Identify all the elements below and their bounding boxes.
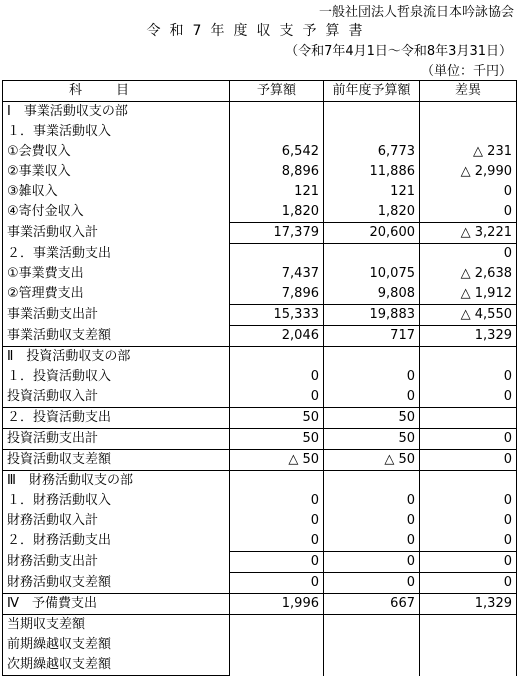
prev-budget-value: 0 <box>324 387 420 408</box>
difference-value: △ 2,990 <box>420 162 517 182</box>
budget-value: 0 <box>230 387 324 408</box>
row-label: 次期繰越収支差額 <box>3 655 230 676</box>
subtotal-row <box>3 387 517 408</box>
table-row <box>3 202 517 223</box>
budget-value: 0 <box>230 531 324 552</box>
difference-value: △ 1,912 <box>420 284 517 305</box>
budget-value: 17,379 <box>230 223 324 244</box>
prev-budget-value: 0 <box>324 552 420 573</box>
fiscal-period: （令和7年4月1日～令和8年3月31日） <box>285 44 512 59</box>
row-label: ④寄付金収入 <box>3 202 230 223</box>
row-label: １．投資活動収入 <box>3 367 230 387</box>
difference-value: 0 <box>420 387 517 408</box>
difference-value: △ 2,638 <box>420 264 517 284</box>
difference-value <box>420 635 517 655</box>
row-label: Ⅲ 財務活動収支の部 <box>3 471 230 492</box>
section-heading-operating <box>3 102 517 123</box>
difference-value: 0 <box>420 429 517 450</box>
prev-budget-value: 717 <box>324 326 420 347</box>
row-label: Ⅱ 投資活動収支の部 <box>3 347 230 368</box>
row-label: 事業活動収支差額 <box>3 326 230 347</box>
difference-value: 0 <box>420 531 517 552</box>
prev-budget-value <box>324 122 420 142</box>
table-row <box>3 244 517 265</box>
subtotal-row <box>3 552 517 573</box>
prev-budget-value: △ 50 <box>324 450 420 471</box>
prev-budget-value: 50 <box>324 429 420 450</box>
row-label: １．事業活動収入 <box>3 122 230 142</box>
budget-value <box>230 122 324 142</box>
row-label: Ⅰ 事業活動収支の部 <box>3 102 230 123</box>
row-label: 事業活動支出計 <box>3 305 230 326</box>
unit-note: （単位：千円） <box>420 64 512 79</box>
budget-value: 1,820 <box>230 202 324 223</box>
organization-name: 一般社団法人哲泉流日本吟詠協会 <box>318 5 514 20</box>
budget-value <box>230 471 324 492</box>
subtotal-row <box>3 223 517 244</box>
row-label: 投資活動支出計 <box>3 429 230 450</box>
balance-row <box>3 450 517 471</box>
prev-budget-value: 0 <box>324 367 420 387</box>
table-row <box>3 122 517 142</box>
budget-value: 0 <box>230 491 324 511</box>
section-heading-financing <box>3 471 517 492</box>
difference-value: 0 <box>420 244 517 265</box>
budget-value: 15,333 <box>230 305 324 326</box>
subtotal-row <box>3 305 517 326</box>
document-title: 令和7年度収支予算書 <box>146 23 372 39</box>
column-header-subject: 科目 <box>3 81 230 102</box>
prev-budget-value: 667 <box>324 594 420 615</box>
difference-value <box>420 408 517 429</box>
row-label: １．財務活動収入 <box>3 491 230 511</box>
prev-budget-value <box>324 244 420 265</box>
table-row <box>3 491 517 511</box>
prev-budget-value <box>324 347 420 368</box>
table-row <box>3 162 517 182</box>
subtotal-row <box>3 429 517 450</box>
prev-budget-value: 6,773 <box>324 142 420 162</box>
table-row <box>3 408 517 429</box>
table-row <box>3 615 517 636</box>
row-label: 投資活動収入計 <box>3 387 230 408</box>
budget-value <box>230 244 324 265</box>
prev-budget-value: 50 <box>324 408 420 429</box>
row-label: ③雑収入 <box>3 182 230 202</box>
prev-budget-value: 0 <box>324 531 420 552</box>
column-header-prev-budget: 前年度予算額 <box>324 81 420 102</box>
prev-budget-value <box>324 471 420 492</box>
difference-value <box>420 347 517 368</box>
balance-row <box>3 326 517 347</box>
prev-budget-value: 0 <box>324 511 420 531</box>
table-header-row <box>3 81 517 102</box>
difference-value: 1,329 <box>420 594 517 615</box>
difference-value: △ 231 <box>420 142 517 162</box>
prev-budget-value: 11,886 <box>324 162 420 182</box>
difference-value <box>420 122 517 142</box>
prev-budget-value: 1,820 <box>324 202 420 223</box>
budget-value: 121 <box>230 182 324 202</box>
budget-value <box>230 102 324 123</box>
column-header-difference: 差異 <box>420 81 517 102</box>
difference-value <box>420 655 517 676</box>
budget-value: 0 <box>230 573 324 594</box>
prev-budget-value: 20,600 <box>324 223 420 244</box>
row-label: ①事業費支出 <box>3 264 230 284</box>
table-row <box>3 635 517 655</box>
prev-budget-value <box>324 102 420 123</box>
prev-budget-value <box>324 655 420 676</box>
section-heading-reserve <box>3 594 517 615</box>
row-label: 財務活動支出計 <box>3 552 230 573</box>
prev-budget-value: 121 <box>324 182 420 202</box>
difference-value: 0 <box>420 182 517 202</box>
budget-value: 0 <box>230 367 324 387</box>
prev-budget-value: 10,075 <box>324 264 420 284</box>
budget-value: 8,896 <box>230 162 324 182</box>
budget-value: 2,046 <box>230 326 324 347</box>
row-label: ②事業収入 <box>3 162 230 182</box>
budget-value: 6,542 <box>230 142 324 162</box>
difference-value: △ 3,221 <box>420 223 517 244</box>
row-label: 財務活動収入計 <box>3 511 230 531</box>
row-label: Ⅳ 予備費支出 <box>3 594 230 615</box>
difference-value: 0 <box>420 552 517 573</box>
budget-value: 7,896 <box>230 284 324 305</box>
balance-row <box>3 573 517 594</box>
budget-value: 0 <box>230 552 324 573</box>
row-label: ２．事業活動支出 <box>3 244 230 265</box>
prev-budget-value: 9,808 <box>324 284 420 305</box>
budget-value <box>230 347 324 368</box>
row-label: 事業活動収入計 <box>3 223 230 244</box>
difference-value: 0 <box>420 573 517 594</box>
row-label: 当期収支差額 <box>3 615 230 636</box>
difference-value <box>420 102 517 123</box>
prev-budget-value: 19,883 <box>324 305 420 326</box>
row-label: ２．財務活動支出 <box>3 531 230 552</box>
budget-value: 0 <box>230 511 324 531</box>
prev-budget-value <box>324 635 420 655</box>
row-label: 財務活動収支差額 <box>3 573 230 594</box>
budget-value <box>230 635 324 655</box>
budget-value: △ 50 <box>230 450 324 471</box>
prev-budget-value: 0 <box>324 573 420 594</box>
subtotal-row <box>3 511 517 531</box>
budget-value <box>230 615 324 636</box>
budget-value: 1,996 <box>230 594 324 615</box>
budget-value: 7,437 <box>230 264 324 284</box>
budget-table <box>2 80 517 676</box>
row-label: 前期繰越収支差額 <box>3 635 230 655</box>
table-row <box>3 264 517 284</box>
table-row <box>3 655 517 676</box>
table-row <box>3 182 517 202</box>
difference-value: 0 <box>420 450 517 471</box>
row-label: 投資活動収支差額 <box>3 450 230 471</box>
difference-value: 0 <box>420 511 517 531</box>
row-label: ②管理費支出 <box>3 284 230 305</box>
budget-value: 50 <box>230 429 324 450</box>
table-row <box>3 367 517 387</box>
section-heading-investment <box>3 347 517 368</box>
difference-value: △ 4,550 <box>420 305 517 326</box>
difference-value <box>420 471 517 492</box>
difference-value <box>420 615 517 636</box>
row-label: ２．投資活動支出 <box>3 408 230 429</box>
table-row <box>3 142 517 162</box>
row-label: ①会費収入 <box>3 142 230 162</box>
budget-value <box>230 655 324 676</box>
table-row <box>3 284 517 305</box>
difference-value: 0 <box>420 491 517 511</box>
column-header-budget: 予算額 <box>230 81 324 102</box>
difference-value: 0 <box>420 202 517 223</box>
difference-value: 1,329 <box>420 326 517 347</box>
prev-budget-value: 0 <box>324 491 420 511</box>
difference-value: 0 <box>420 367 517 387</box>
table-row <box>3 531 517 552</box>
budget-value: 50 <box>230 408 324 429</box>
prev-budget-value <box>324 615 420 636</box>
